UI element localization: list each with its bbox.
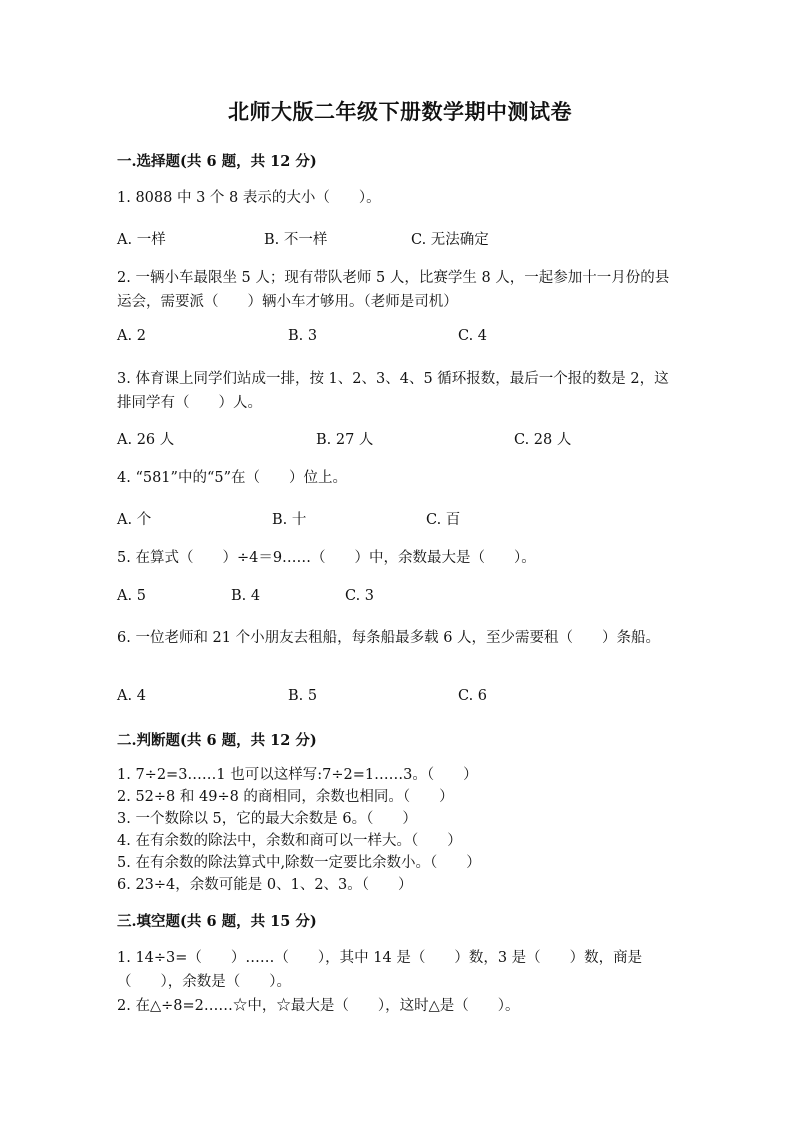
option-b: B. 4: [231, 588, 261, 604]
question-3: 3. 体育课上同学们站成一排，按 1、2、3、4、5 循环报数，最后一个报的数是 2，这排同学有（ ）人。: [117, 371, 669, 411]
option-b: B. 27 人: [316, 432, 374, 448]
question-5: 5. 在算式（ ）÷4＝9……（ ）中，余数最大是（ ）。: [117, 550, 536, 566]
option-c: C. 无法确定: [411, 232, 489, 248]
judgement-item: 5. 在有余数的除法算式中,除数一定要比余数小。（ ）: [117, 855, 481, 871]
judgement-item: 1. 7÷2=3……1 也可以这样写:7÷2=1……3。（ ）: [117, 767, 478, 783]
section-heading-fill-blank: 三.填空题(共 6 题，共 15 分): [117, 913, 317, 930]
option-c: C. 3: [345, 588, 375, 604]
option-c: C. 6: [458, 688, 488, 704]
option-b: B. 不一样: [264, 232, 328, 248]
judgement-item: 6. 23÷4，余数可能是 0、1、2、3。（ ）: [117, 877, 413, 893]
fill-blank-item: 2. 在△÷8=2……☆中，☆最大是（ ），这时△是（ ）。: [117, 998, 520, 1014]
option-a: A. 2: [117, 328, 146, 344]
question-1: 1. 8088 中 3 个 8 表示的大小（ ）。: [117, 190, 381, 206]
fill-blank-item: 1. 14÷3=（ ）……（ ），其中 14 是（ ）数，3 是（ ）数，商是（ ），余数是（ ）。: [117, 950, 643, 990]
judgement-item: 3. 一个数除以 5，它的最大余数是 6。（ ）: [117, 811, 417, 827]
section-heading-choice: 一.选择题(共 6 题，共 12 分): [117, 153, 317, 170]
judgement-item: 2. 52÷8 和 49÷8 的商相同，余数也相同。（ ）: [117, 789, 454, 805]
question-4: 4. “581”中的“5”在（ ）位上。: [117, 470, 347, 486]
section-heading-judgement: 二.判断题(共 6 题，共 12 分): [117, 732, 317, 749]
judgement-item: 4. 在有余数的除法中，余数和商可以一样大。（ ）: [117, 833, 462, 849]
question-2: 2. 一辆小车最限坐 5 人；现有带队老师 5 人，比赛学生 8 人，一起参加十一月份的县运会，需要派（ ）辆小车才够用。（老师是司机）: [117, 270, 670, 310]
option-a: A. 4: [117, 688, 146, 704]
page-title: 北师大版二年级下册数学期中测试卷: [228, 99, 572, 124]
option-c: C. 百: [426, 512, 461, 528]
option-a: A. 26 人: [117, 432, 175, 448]
option-b: B. 十: [272, 512, 307, 528]
option-a: A. 一样: [117, 232, 166, 248]
option-b: B. 3: [288, 328, 318, 344]
question-6: 6. 一位老师和 21 个小朋友去租船，每条船最多载 6 人，至少需要租（ ）条船。: [117, 630, 661, 646]
option-b: B. 5: [288, 688, 318, 704]
option-c: C. 4: [458, 328, 488, 344]
option-a: A. 个: [117, 512, 152, 528]
option-a: A. 5: [117, 588, 146, 604]
option-c: C. 28 人: [514, 432, 572, 448]
